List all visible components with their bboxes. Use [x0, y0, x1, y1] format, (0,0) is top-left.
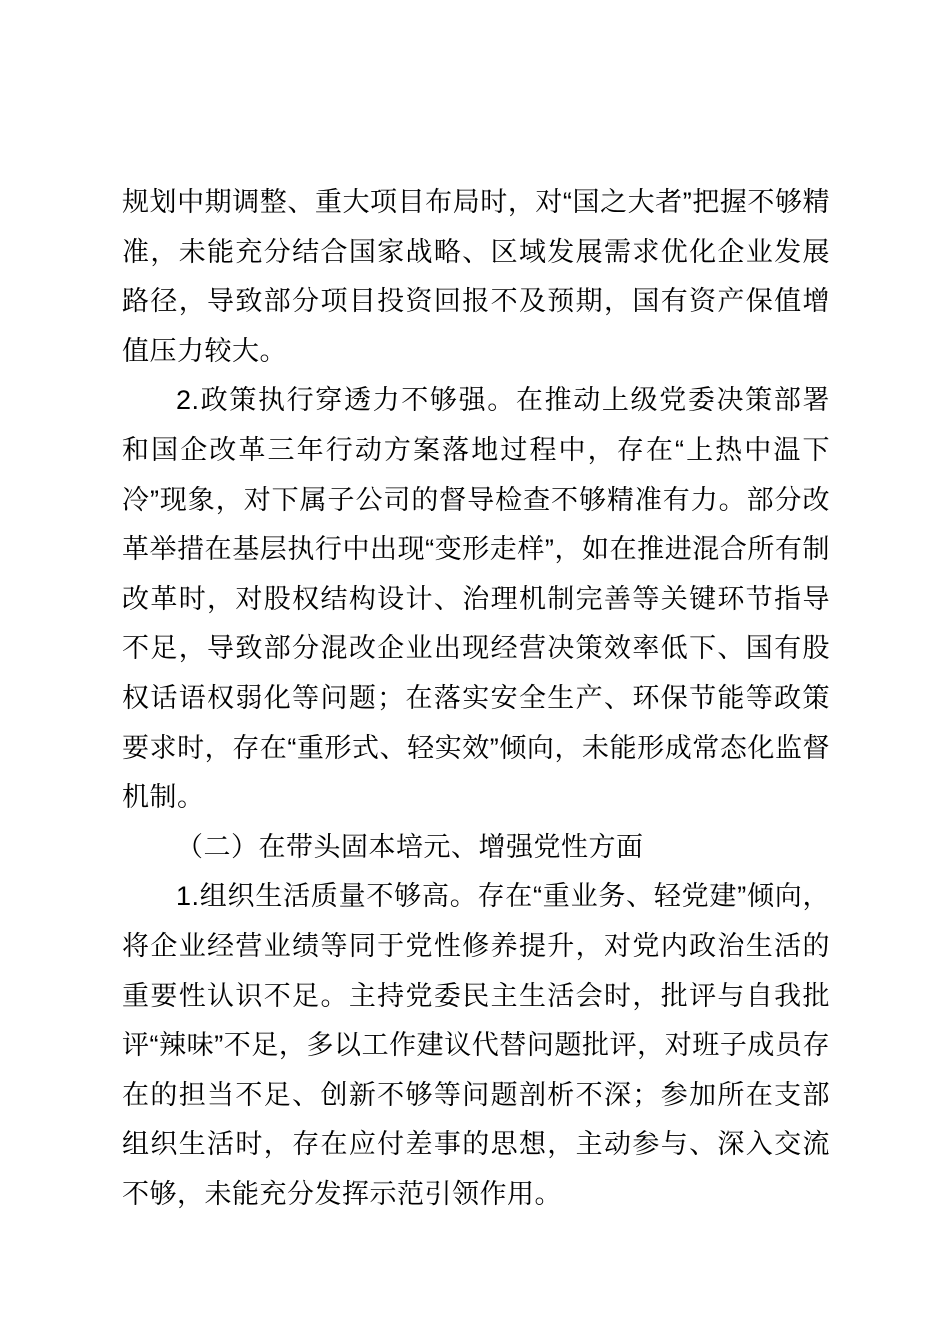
document-text-block — [122, 178, 830, 1219]
section-heading-2: （二）在带头固本培元、增强党性方面 — [176, 831, 644, 862]
paragraph-policy-execution: 2.政策执行穿透力不够强。在推动上级党委决策部署和国企改革三年行动方案落地过程中，存在“上热中温下冷”现象，对下属子公司的督导检查不够精准有力。部分改革举措在基层执行中出现“变形走样”，如在推进混合所有制改革时，对股权结构设计、治理机制完善等关键环节指导不足，导致部分混改企业出现经营决策效率低下、国有股权话语权弱化等问题；在落实安全生产、环保节能等政策要求时，存在“重形式、轻实效”倾向，未能形成常态化监督机制。 — [122, 385, 830, 813]
paragraph-strategy-continuation: 规划中期调整、重大项目布局时，对“国之大者”把握不够精准，未能充分结合国家战略、区域发展需求优化企业发展路径，导致部分项目投资回报不及预期，国有资产保值增值压力较大。 — [122, 187, 830, 366]
paragraph-org-life-quality: 1.组织生活质量不够高。存在“重业务、轻党建”倾向，将企业经营业绩等同于党性修养提升，对党内政治生活的重要性认识不足。主持党委民主生活会时，批评与自我批评“辣味”不足，多以工作建议代替问题批评，对班子成员存在的担当不足、创新不够等问题剖析不深；参加所在支部组织生活时，存在应付差事的思想，主动参与、深入交流不够，未能充分发挥示范引领作用。 — [122, 881, 830, 1209]
